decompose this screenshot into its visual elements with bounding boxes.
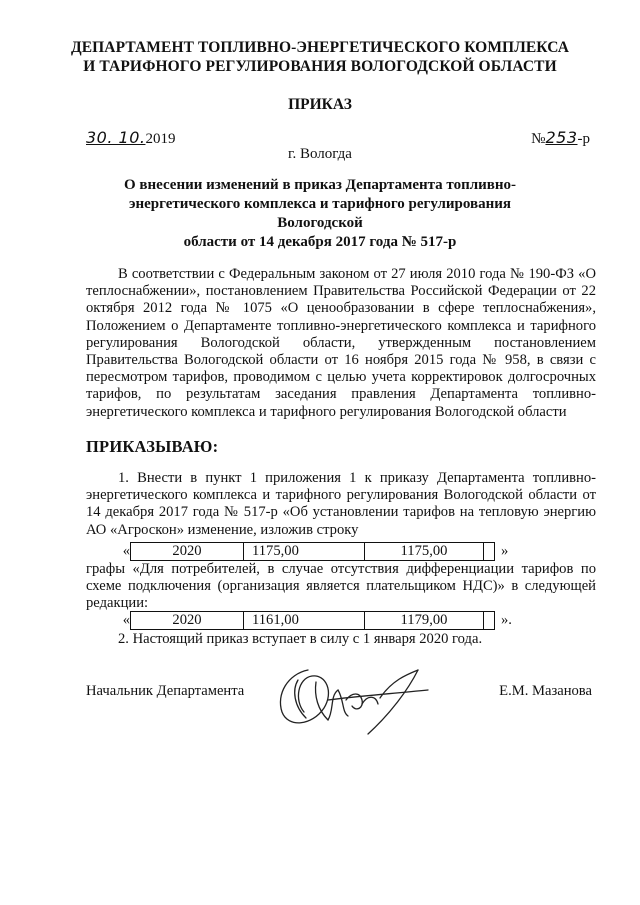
document-type: ПРИКАЗ [288, 96, 352, 113]
number-handwritten: 253 [545, 128, 578, 147]
order-directive: ПРИКАЗЫВАЮ: [86, 437, 219, 456]
department-header [60, 38, 580, 76]
handwritten-signature-icon [268, 660, 448, 740]
department-line-1: ДЕПАРТАМЕНТ ТОПЛИВНО-ЭНЕРГЕТИЧЕСКОГО КОМПЛЕКСА [70, 39, 570, 56]
column-description: графы «Для потребителей, в случае отсутствия дифференциации тарифов по схеме подключения (организация является плательщиком НДС)» в следующей редакции: [86, 561, 596, 612]
tariff-value-2: 1175,00 [365, 543, 484, 560]
tariff-row-old [118, 542, 508, 561]
date-handwritten: 30. 10. [86, 128, 146, 147]
item-2-paragraph: 2. Настоящий приказ вступает в силу с 1 января 2020 года. [118, 631, 483, 647]
tariff-year: 2020 [131, 543, 244, 560]
order-date [86, 128, 175, 148]
department-line-2: И ТАРИФНОГО РЕГУЛИРОВАНИЯ ВОЛОГОДСКОЙ ОБЛАСТИ [83, 58, 557, 75]
subject-line-3: области от 14 декабря 2017 года № 517-р [183, 234, 457, 250]
tariff-value-2: 1179,00 [365, 612, 484, 629]
order-subject [90, 176, 550, 252]
tariff-empty-cell [484, 543, 494, 560]
tariff-value-1: 1175,00 [244, 543, 365, 560]
city: г. Вологда [288, 146, 352, 162]
subject-line-2: энергетического комплекса и тарифного регулирования Вологодской [128, 196, 512, 231]
tariff-empty-cell [484, 612, 494, 629]
subject-line-1: О внесении изменений в приказ Департамента топливно- [123, 177, 517, 193]
tariff-value-1: 1161,00 [244, 612, 365, 629]
tariff-cells [130, 542, 495, 561]
item-1-paragraph: 1. Внести в пункт 1 приложения 1 к приказу Департамента топливно-энергетического комплекса и тарифного регулирования Вологодской области от 14 декабря 2017 года № 517-р «Об установлении тарифов на тепловую энергию АО «Агроскон» изменение, изложив строку [86, 470, 596, 538]
quote-open: « [122, 543, 130, 559]
number-suffix: -р [577, 131, 590, 147]
quote-close: » [501, 543, 509, 559]
order-number [531, 128, 590, 148]
signatory-name: Е.М. Мазанова [499, 683, 592, 699]
date-year: 2019 [145, 131, 176, 147]
tariff-cells [130, 611, 495, 630]
quote-open: « [122, 612, 130, 628]
signatory-title: Начальник Департамента [86, 683, 245, 699]
preamble-paragraph: В соответствии с Федеральным законом от 27 июля 2010 года № 190-ФЗ «О теплоснабжении», постановлением Правительства Российской Федерации от 22 октября 2012 года № 1075 «О ценообразовании в сфере теплоснабжения», Положением о Департаменте топливно-энергетического комплекса и тарифного регулирования Вологодской области, утвержденным постановлением Правительства Вологодской области от 16 ноября 2015 года № 958, в связи с пересмотром тарифов, проводимом с целью учета корректировок долгосрочных тарифов, по результатам заседания правления Департамента топливно-энергетического комплекса и тарифного регулирования Вологодской области [86, 266, 596, 420]
tariff-year: 2020 [131, 612, 244, 629]
quote-close: ». [501, 612, 512, 628]
number-prefix: № [531, 131, 546, 147]
tariff-row-new [118, 611, 512, 630]
